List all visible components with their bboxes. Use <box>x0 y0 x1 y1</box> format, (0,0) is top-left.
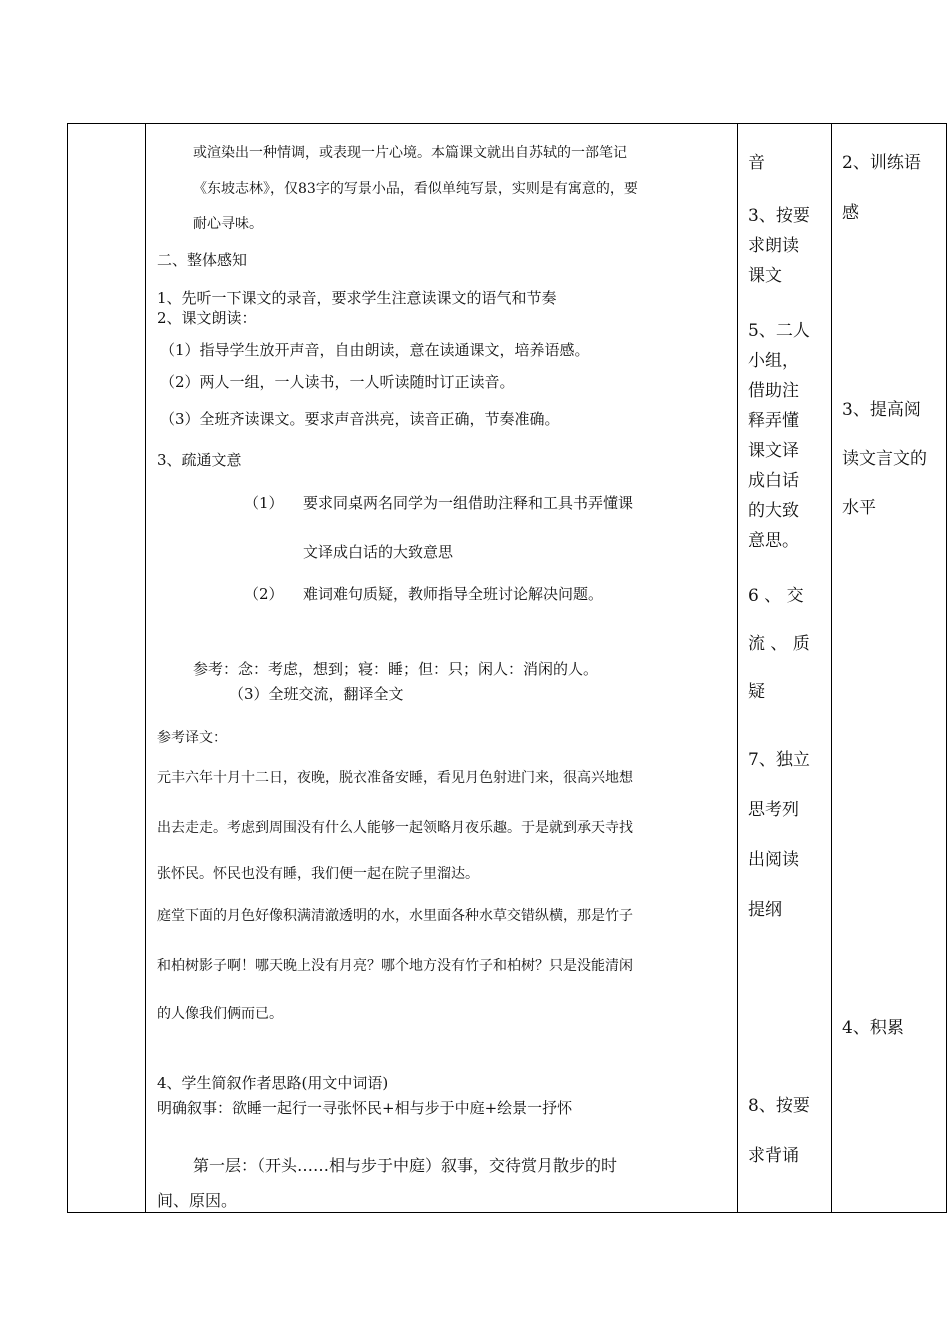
activity-5-line-7: 的大致 <box>748 501 799 521</box>
goal-2-line-1: 2、训练语 <box>842 153 921 173</box>
translation-line-2: 出去走走。考虑到周围没有什么人能够一起领略月夜乐趣。于是就到承天寺找 <box>157 820 633 836</box>
vocabulary-reference: 参考：念：考虑，想到；寝：睡；但：只；闲人：消闲的人。 <box>193 660 599 678</box>
step-3-item-1-line-2: 文译成白话的大致意思 <box>303 543 454 561</box>
table-divider-1 <box>145 123 146 1213</box>
translation-line-3: 张怀民。怀民也没有睡，我们便一起在院子里溜达。 <box>157 866 479 882</box>
activity-7-line-1: 7、独立 <box>748 750 810 770</box>
activity-7-line-4: 提纲 <box>748 900 782 920</box>
step-3-item-3: （3）全班交流，翻译全文 <box>229 685 404 703</box>
intro-line-1: 或渲染出一种情调，或表现一片心境。本篇课文就出自苏轼的一部笔记 <box>193 145 627 161</box>
activity-5-line-4: 释弄懂 <box>748 411 799 431</box>
activity-5-line-6: 成白话 <box>748 471 799 491</box>
step-4: 4、学生简叙作者思路(用文中词语) <box>157 1074 389 1092</box>
step-2-item-3: （3）全班齐读课文。要求声音洪亮，读音正确，节奏准确。 <box>160 410 560 428</box>
goal-3-line-1: 3、提高阅 <box>842 400 921 420</box>
activity-3-line-1: 3、按要 <box>748 206 810 226</box>
layer-1-line-2: 间、原因。 <box>157 1191 238 1210</box>
goal-4: 4、积累 <box>842 1018 904 1038</box>
step-3-item-2-number: （2） <box>244 585 284 603</box>
table-divider-2 <box>737 123 738 1213</box>
goal-3-line-2: 读文言文的 <box>842 449 927 469</box>
step-2-item-2: （2）两人一组，一人读书，一人听读随时订正读音。 <box>160 373 515 391</box>
step-4-clarification: 明确叙事：欲睡一起行一寻张怀民+相与步于中庭+绘景一抒怀 <box>157 1099 573 1117</box>
activity-7-line-3: 出阅读 <box>748 850 799 870</box>
goal-3-line-3: 水平 <box>842 498 876 518</box>
translation-line-1: 元丰六年十月十二日，夜晚，脱衣准备安睡，看见月色射进门来，很高兴地想 <box>157 770 633 786</box>
step-2-item-1: （1）指导学生放开声音，自由朗读，意在读通课文，培养语感。 <box>160 341 590 359</box>
section-heading-overview: 二、整体感知 <box>157 251 248 269</box>
activity-5-line-8: 意思。 <box>748 531 799 551</box>
intro-line-2: 《东坡志林》，仅83字的写景小品，看似单纯写景，实则是有寓意的，要 <box>193 181 638 197</box>
translation-line-5: 和柏树影子啊！哪天晚上没有月亮？哪个地方没有竹子和柏树？只是没能清闲 <box>157 958 633 974</box>
translation-line-6: 的人像我们俩而已。 <box>157 1006 283 1022</box>
activity-7-line-2: 思考列 <box>748 800 799 820</box>
goal-2-line-2: 感 <box>842 203 859 223</box>
activity-5-line-1: 5、二人 <box>748 321 810 341</box>
step-3-item-1-line-1: 要求同桌两名同学为一组借助注释和工具书弄懂课 <box>303 494 634 512</box>
step-3-item-1-number: （1） <box>244 494 284 512</box>
layer-1-line-1: 第一层：（开头……相与步于中庭）叙事，交待赏月散步的时 <box>193 1156 618 1175</box>
translation-line-4: 庭堂下面的月色好像积满清澈透明的水，水里面各种水草交错纵横，那是竹子 <box>157 908 633 924</box>
table-divider-3 <box>831 123 832 1213</box>
step-3: 3、疏通文意 <box>157 451 242 469</box>
activity-3-line-3: 课文 <box>748 266 782 286</box>
activity-reading-end: 音 <box>748 153 765 173</box>
activity-5-line-2: 小组， <box>748 351 799 371</box>
step-1: 1、先听一下课文的录音，要求学生注意读课文的语气和节奏 <box>157 289 557 307</box>
activity-8-line-1: 8、按要 <box>748 1096 810 1116</box>
activity-6-line-2: 流 、 质 <box>748 634 810 654</box>
intro-line-3: 耐心寻味。 <box>193 216 263 232</box>
translation-title: 参考译文： <box>157 730 227 746</box>
step-2: 2、课文朗读： <box>157 309 257 327</box>
activity-3-line-2: 求朗读 <box>748 236 799 256</box>
step-3-item-2: 难词难句质疑，教师指导全班讨论解决问题。 <box>303 585 604 603</box>
activity-6-line-3: 疑 <box>748 682 765 702</box>
activity-8-line-2: 求背诵 <box>748 1146 799 1166</box>
activity-5-line-5: 课文译 <box>748 441 799 461</box>
activity-6-line-1: 6 、 交 <box>748 586 804 606</box>
activity-5-line-3: 借助注 <box>748 381 799 401</box>
